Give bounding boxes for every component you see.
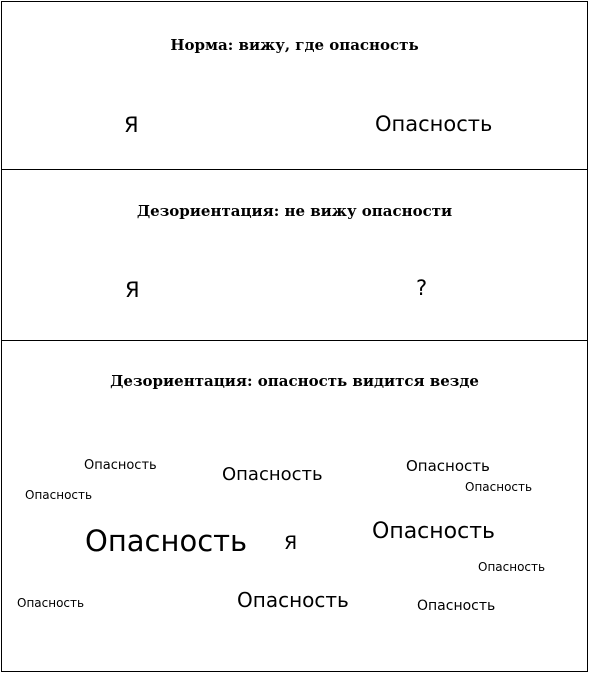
panel-title: Дезориентация: не вижу опасности: [136, 202, 453, 220]
panel-danger-everywhere: [1, 340, 588, 672]
danger-word: Опасность: [222, 464, 323, 485]
danger-word: Опасность: [406, 457, 490, 475]
unknown-danger-label: ?: [416, 276, 428, 300]
panel-title: Норма: вижу, где опасность: [170, 36, 419, 54]
panel-no-danger: [1, 169, 588, 341]
panel-normal: [1, 1, 588, 170]
danger-label: Опасность: [375, 112, 493, 136]
danger-word: Опасность: [478, 560, 546, 574]
self-label: Я: [284, 532, 298, 554]
danger-word: Опасность: [237, 588, 349, 612]
danger-word: Опасность: [85, 524, 248, 558]
self-label: Я: [125, 278, 140, 302]
panel-title: Дезориентация: опасность видится везде: [110, 372, 479, 390]
danger-word: Опасность: [372, 519, 495, 544]
danger-word: Опасность: [25, 488, 93, 502]
danger-word: Опасность: [465, 480, 533, 494]
danger-word: Опасность: [84, 458, 157, 473]
danger-word: Опасность: [417, 598, 496, 614]
danger-word: Опасность: [17, 596, 85, 610]
self-label: Я: [124, 113, 139, 137]
